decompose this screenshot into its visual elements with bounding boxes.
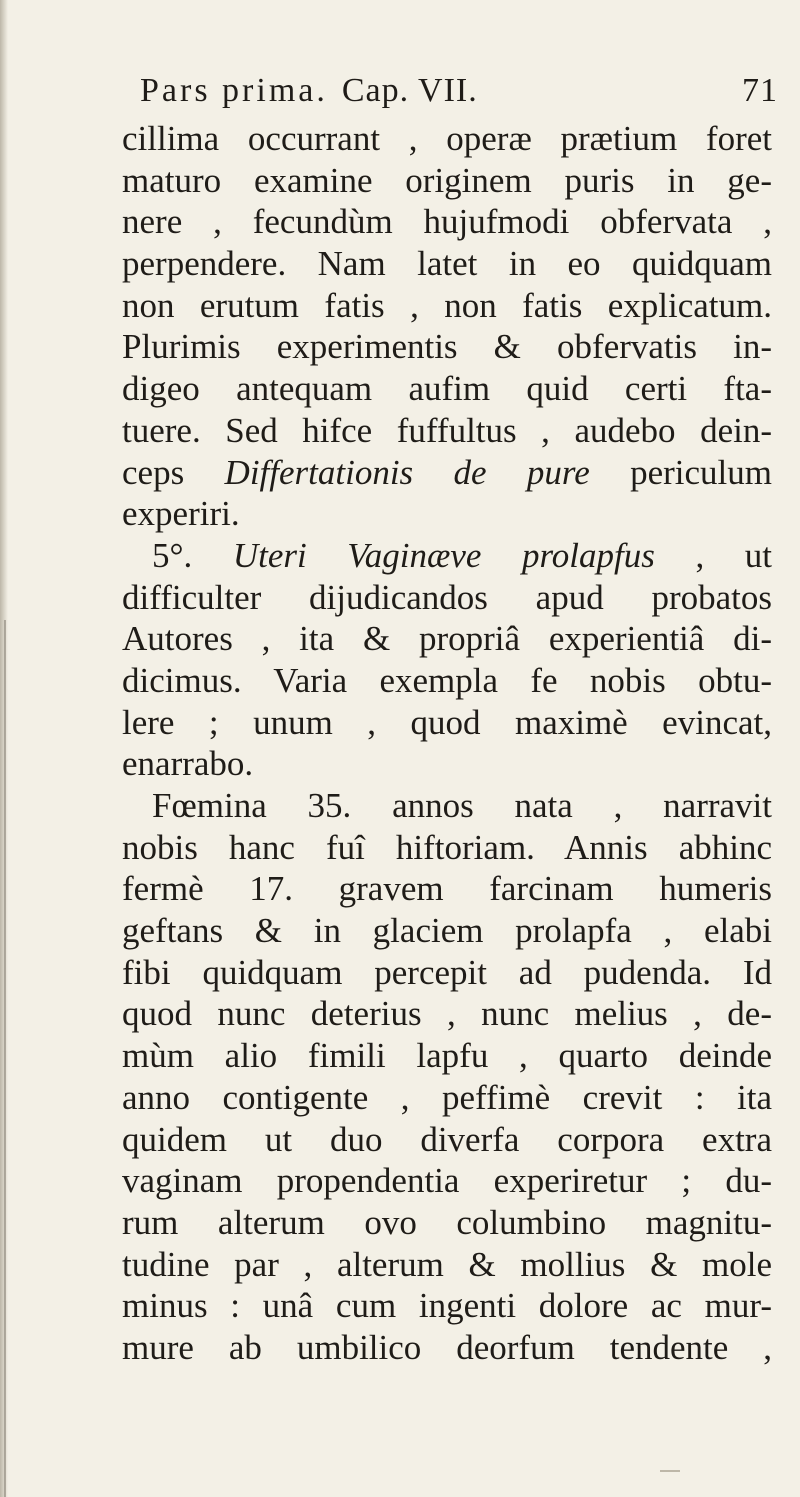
text-line: minus : unâ cum ingenti dolore ac mur- xyxy=(122,1286,772,1326)
text-line: lere ; unum , quod maximè evincat, xyxy=(122,702,772,742)
running-head xyxy=(140,72,780,116)
text-line: rum alterum ovo columbino magnitu- xyxy=(122,1202,772,1242)
body-text xyxy=(122,118,772,1369)
text-line: Fœmina 35. annos nata , narravit xyxy=(152,786,772,825)
text-segment: periculum xyxy=(589,452,772,492)
bottom-mark xyxy=(660,1470,680,1472)
text-line: tuere. Sed hifce fuffultus , audebo dein- xyxy=(122,410,772,450)
text-line: mure ab umbilico deorfum tendente , xyxy=(122,1327,772,1367)
text-line: vaginam propendentia experiretur ; du- xyxy=(122,1161,772,1201)
text-line: mùm alio fimili lapfu , quarto deinde xyxy=(122,1036,772,1076)
text-line: geftans & in glaciem prolapfa , elabi xyxy=(122,911,772,951)
text-segment: ceps xyxy=(122,452,225,492)
text-line: nobis hanc fuî hiftoriam. Annis abhinc xyxy=(122,827,772,867)
text-line: enarrabo. xyxy=(122,744,254,784)
text-line: cillima occurrant , operæ prætium foret xyxy=(122,119,772,158)
text-line: fibi quidquam percepit ad pudenda. Id xyxy=(122,952,772,992)
text-line: experiri. xyxy=(122,494,240,534)
text-line: perpendere. Nam latet in eo quidquam xyxy=(122,244,772,284)
text-segment: , ut xyxy=(654,535,772,575)
page-number: 71 xyxy=(742,72,778,109)
text-line: quod nunc deterius , nunc melius , de- xyxy=(122,994,772,1034)
section-number: 5°. xyxy=(152,535,233,575)
text-line xyxy=(122,452,772,494)
text-line xyxy=(122,535,772,577)
text-line: Autores , ita & propriâ experientiâ di- xyxy=(122,619,772,659)
header-chapter: Cap. VII. xyxy=(341,72,478,109)
text-line: tudine par , alterum & mollius & mole xyxy=(122,1244,772,1284)
text-line: fermè 17. gravem farcinam humeris xyxy=(122,869,772,909)
text-line: Plurimis experimentis & obfervatis in- xyxy=(122,327,772,367)
text-line: dicimus. Varia exempla fe nobis obtu- xyxy=(122,660,772,700)
text-line: nere , fecundùm hujufmodi obfervata , xyxy=(122,202,772,242)
italic-title: Uteri Vaginæve prolapfus xyxy=(232,535,655,575)
text-line: non erutum fatis , non fatis explicatum. xyxy=(122,285,772,325)
text-line: quidem ut duo diverfa corpora extra xyxy=(122,1119,772,1159)
text-line: difficulter dijudicandos apud probatos xyxy=(122,577,772,617)
gutter-line xyxy=(4,620,6,1497)
text-line: maturo examine originem puris in ge- xyxy=(122,160,772,200)
text-line: digeo antequam aufim quid certi fta- xyxy=(122,369,772,409)
text-line: anno contigente , peffimè crevit : ita xyxy=(122,1077,772,1117)
header-pars: Pars prima. xyxy=(140,72,328,109)
italic-title: Differtationis de pure xyxy=(224,452,590,492)
